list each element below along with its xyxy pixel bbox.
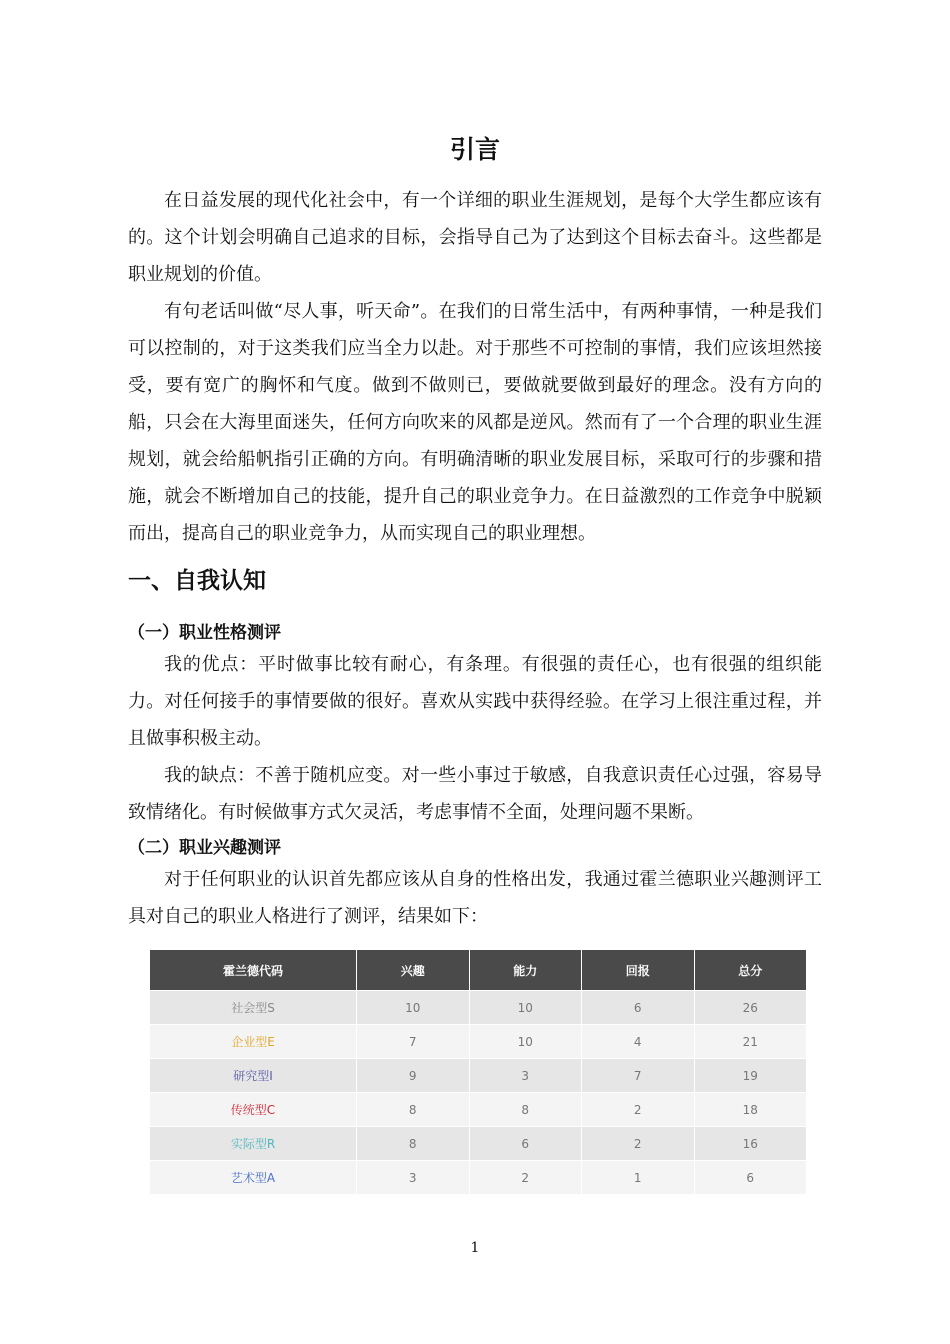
cell-interest: 7 xyxy=(357,1025,470,1059)
cell-code: 艺术型A xyxy=(150,1161,357,1195)
subsection-heading-personality: （一）职业性格测评 xyxy=(128,623,281,643)
cell-total: 19 xyxy=(694,1059,807,1093)
cell-reward: 1 xyxy=(582,1161,695,1195)
cell-total: 6 xyxy=(694,1161,807,1195)
table-row xyxy=(150,1025,807,1059)
cell-total: 21 xyxy=(694,1025,807,1059)
cell-ability: 10 xyxy=(469,991,582,1025)
table-header-row xyxy=(150,950,807,991)
cell-total: 26 xyxy=(694,991,807,1025)
cell-ability: 2 xyxy=(469,1161,582,1195)
cell-interest: 3 xyxy=(357,1161,470,1195)
intro-paragraph-1: 在日益发展的现代化社会中，有一个详细的职业生涯规划，是每个大学生都应该有的。这个计划会明确自己追求的目标，会指导自己为了达到这个目标去奋斗。这些都是职业规划的价值。 xyxy=(128,190,822,285)
cell-interest: 10 xyxy=(357,991,470,1025)
cell-ability: 6 xyxy=(469,1127,582,1161)
cell-interest: 8 xyxy=(357,1127,470,1161)
cell-code: 实际型R xyxy=(150,1127,357,1161)
page-number: 1 xyxy=(470,1240,480,1256)
header-interest: 兴趣 xyxy=(357,950,470,991)
intro-paragraph-2: 有句老话叫做“尽人事，听天命”。在我们的日常生活中，有两种事情，一种是我们可以控制的，对于这类我们应当全力以赴。对于那些不可控制的事情，我们应该坦然接受，要有宽广的胸怀和气度。做到不做则已，要做就要做到最好的理念。没有方向的船，只会在大海里面迷失，任何方向吹来的风都是逆风。然而有了一个合理的职业生涯规划，就会给船帆指引正确的方向。有明确清晰的职业发展目标，采取可行的步骤和措施，就会不断增加自己的技能，提升自己的职业竞争力。在日益激烈的工作竞争中脱颖而出，提高自己的职业竞争力，从而实现自己的职业理想。 xyxy=(128,301,822,544)
section-heading: 一、自我认知 xyxy=(128,568,266,594)
table-row xyxy=(150,1093,807,1127)
cell-code: 企业型E xyxy=(150,1025,357,1059)
table-row xyxy=(150,1127,807,1161)
strengths-paragraph: 我的优点：平时做事比较有耐心，有条理。有很强的责任心，也有很强的组织能力。对任何接手的事情要做的很好。喜欢从实践中获得经验。在学习上很注重过程，并且做事积极主动。 xyxy=(128,654,822,749)
cell-code: 传统型C xyxy=(150,1093,357,1127)
cell-interest: 9 xyxy=(357,1059,470,1093)
cell-reward: 4 xyxy=(582,1025,695,1059)
cell-ability: 8 xyxy=(469,1093,582,1127)
cell-ability: 10 xyxy=(469,1025,582,1059)
cell-total: 18 xyxy=(694,1093,807,1127)
page-title: 引言 xyxy=(449,135,500,164)
weaknesses-paragraph: 我的缺点：不善于随机应变。对一些小事过于敏感，自我意识责任心过强，容易导致情绪化。有时候做事方式欠灵活，考虑事情不全面，处理问题不果断。 xyxy=(128,765,822,823)
header-reward: 回报 xyxy=(582,950,695,991)
header-ability: 能力 xyxy=(469,950,582,991)
holland-code-table xyxy=(149,949,807,1195)
table-row xyxy=(150,991,807,1025)
cell-code: 研究型I xyxy=(150,1059,357,1093)
header-code: 霍兰德代码 xyxy=(150,950,357,991)
cell-reward: 7 xyxy=(582,1059,695,1093)
cell-ability: 3 xyxy=(469,1059,582,1093)
header-total: 总分 xyxy=(694,950,807,991)
table-row xyxy=(150,1059,807,1093)
table-row xyxy=(150,1161,807,1195)
cell-reward: 6 xyxy=(582,991,695,1025)
subsection-heading-interest: （二）职业兴趣测评 xyxy=(128,838,281,858)
cell-total: 16 xyxy=(694,1127,807,1161)
cell-code: 社会型S xyxy=(150,991,357,1025)
cell-reward: 2 xyxy=(582,1127,695,1161)
interest-paragraph: 对于任何职业的认识首先都应该从自身的性格出发，我通过霍兰德职业兴趣测评工具对自己的职业人格进行了测评，结果如下： xyxy=(128,869,822,927)
cell-reward: 2 xyxy=(582,1093,695,1127)
cell-interest: 8 xyxy=(357,1093,470,1127)
